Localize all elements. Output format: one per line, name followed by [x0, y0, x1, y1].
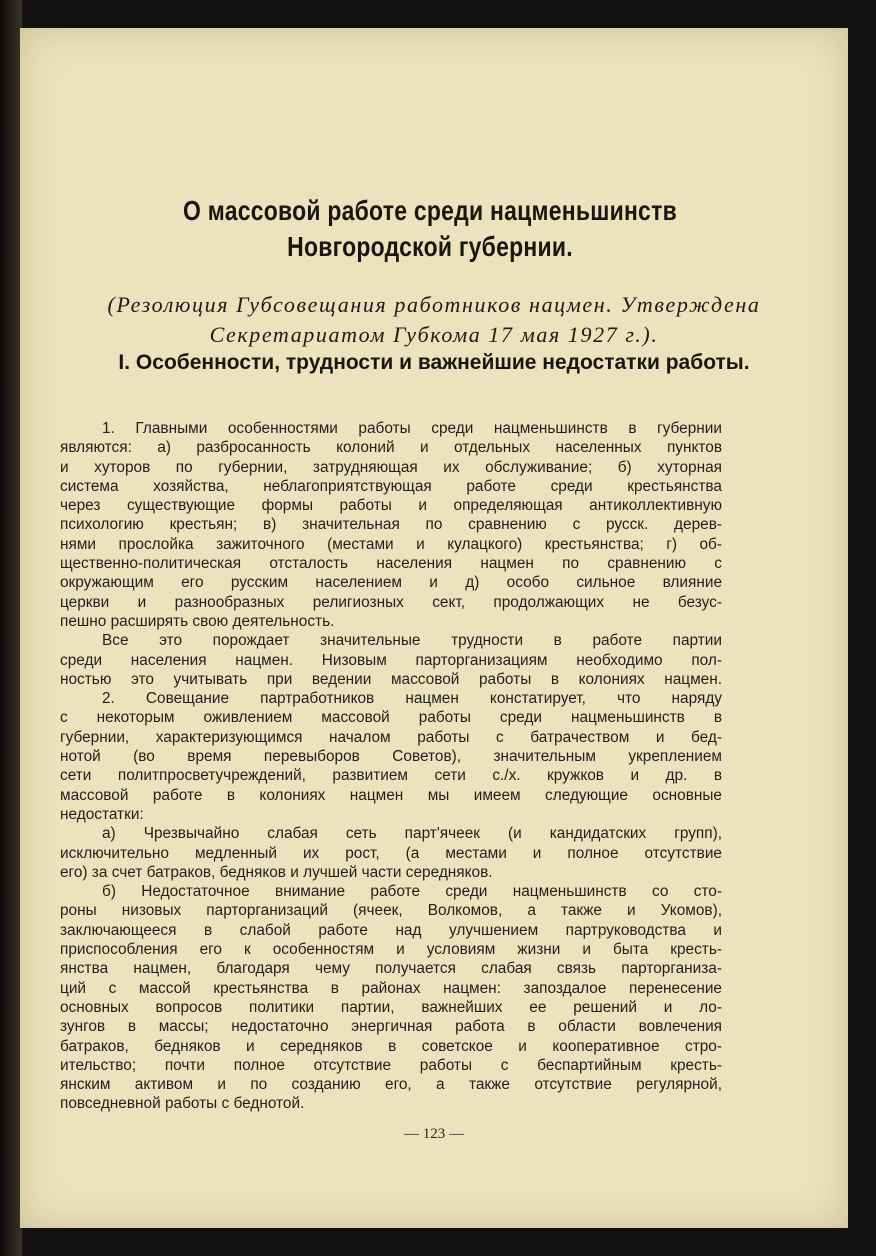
body-line: ительство; почти полное отсутствие работы с беспартийным кресть-	[60, 1056, 722, 1074]
body-line: нотой (во время перевыборов Советов), значительным укреплением	[60, 748, 722, 766]
body-line: янским активом и по созданию его, а также отсутствие регулярной,	[60, 1076, 722, 1094]
body-line: с некоторым оживлением массовой работы среди нацменьшинств в	[60, 709, 722, 727]
body-line: ций с массой крестьянства в районах нацмен: запоздалое перенесение	[60, 979, 722, 997]
resolution-note	[50, 290, 818, 350]
body-line: 1. Главными особенностями работы среди нацменьшинств в губернии	[102, 420, 722, 437]
body-line: сети политпросветучреждений, развитием сети с./х. кружков и др. в	[60, 767, 722, 785]
body-line: Все это порождает значительные трудности в работе партии	[102, 632, 722, 650]
body-line: б) Недостаточное внимание работе среди нацменьшинств со сто-	[102, 883, 722, 901]
body-line: нями прослойка зажиточного (местами и кулацкого) крестьянства; г) об-	[60, 535, 722, 553]
resolution-note-line-2: Секретариатом Губкома 17 мая 1927 г.).	[209, 322, 659, 347]
body-text	[60, 419, 722, 1114]
body-line: через существующие формы работы и определяющая антиколлективную	[60, 497, 722, 515]
body-line: массовой работе в колониях нацмен мы имеем следующие основные	[60, 786, 722, 804]
page-number: — 123 —	[404, 1126, 464, 1142]
resolution-note-line-1: (Резолюция Губсовещания работников нацмен. Утверждена	[107, 292, 761, 317]
body-line: недостатки:	[60, 805, 144, 823]
body-line: основных вопросов политики партии, важнейших ее решений и ло-	[60, 998, 722, 1016]
body-line: янства нацмен, благодаря чему получается слабая связь парторганиза-	[60, 960, 722, 978]
body-line: батраков, бедняков и середняков в советское и кооперативное стро-	[60, 1037, 722, 1055]
body-line: заключающееся в слабой работе над улучшением партруководства и	[60, 921, 722, 939]
body-line: губернии, характеризующимся началом работы с батрачеством и бед-	[60, 728, 722, 746]
body-line: среди населения нацмен. Низовым парторганизациям необходимо пол-	[60, 651, 722, 669]
body-line: и хуторов по губернии, затрудняющая их обслуживание; б) хуторная	[60, 458, 722, 476]
body-line: психологию крестьян; в) значительная по сравнению с русск. дерев-	[60, 516, 722, 534]
body-line: окружающим его русским населением и д) особо сильное влияние	[60, 574, 722, 592]
body-line: исключительно медленный их рост, (а местами и полное отсутствие	[60, 844, 722, 862]
body-line: церкви и разнообразных религиозных сект, продолжающих не безус-	[60, 593, 722, 611]
body-line: ностью это учитывать при ведении массовой работы в колониях нацмен.	[60, 670, 722, 688]
body-line: зунгов в массы; недостаточно энергичная работа в области вовлечения	[60, 1018, 722, 1036]
document-page	[20, 28, 848, 1228]
body-line: система хозяйства, неблагоприятствующая работе среди крестьянства	[60, 477, 722, 495]
body-line: его) за счет батраков, бедняков и лучшей части середняков.	[60, 863, 493, 881]
body-line: повседневной работы с беднотой.	[60, 1095, 305, 1113]
book-spine	[0, 0, 22, 1256]
body-line: 2. Совещание партработников нацмен констатирует, что наряду	[102, 690, 722, 708]
body-line: роны низовых парторганизаций (ячеек, Волкомов, а также и Укомов),	[60, 902, 722, 920]
body-line: а) Чрезвычайно слабая сеть парт'ячеек (и кандидатских групп),	[102, 825, 722, 843]
body-line: приспособления его к особенностям и условиям жизни и быта кресть-	[60, 941, 722, 959]
body-line: щественно-политическая отсталость населения нацмен по сравнению с	[60, 555, 722, 573]
body-line: являются: а) разбросанность колоний и отдельных населенных пунктов	[60, 439, 722, 457]
section-heading: I. Особенности, трудности и важнейшие недостатки работы.	[118, 351, 750, 374]
document-title: О массовой работе среди нацменьшинств Новгородской губернии.	[183, 195, 677, 262]
body-line: пешно расширять свою деятельность.	[60, 612, 335, 630]
